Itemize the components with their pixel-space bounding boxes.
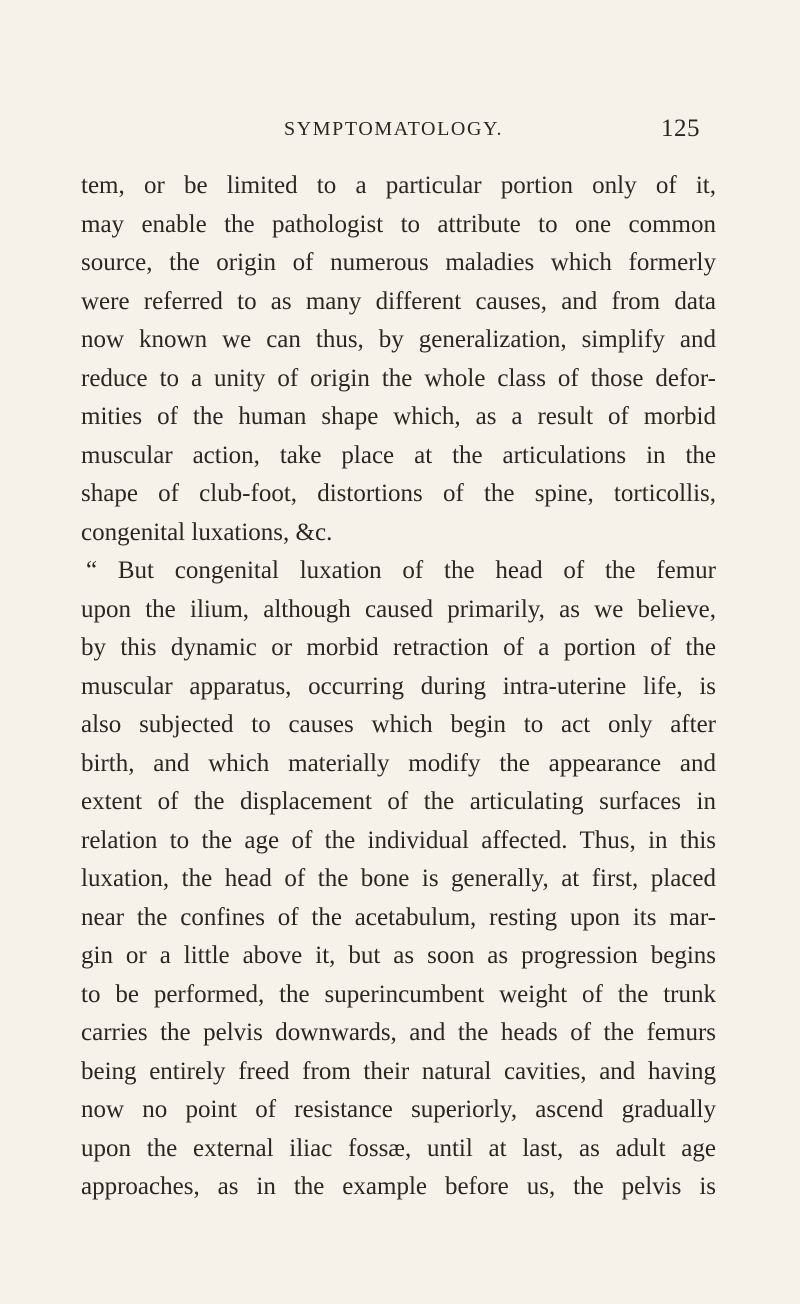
text-line: were referred to as many different causes, and from data bbox=[81, 287, 716, 315]
running-title: SYMPTOMATOLOGY. bbox=[284, 118, 504, 140]
text-line: shape of club-foot, distortions of the spine, torticollis, bbox=[81, 480, 716, 507]
text-line: approaches, as in the example before us, the pelvis is bbox=[81, 1173, 716, 1200]
text-line: being entirely freed from their natural cavities, and having bbox=[81, 1057, 716, 1085]
text-line: now no point of resistance superiorly, ascend gradually bbox=[81, 1096, 716, 1123]
text-line: source, the origin of numerous maladies which formerly bbox=[81, 249, 716, 276]
text-line: may enable the pathologist to attribute to one common bbox=[81, 210, 716, 238]
text-line: by this dynamic or morbid retraction of a portion of the bbox=[81, 634, 716, 661]
text-line: carries the pelvis downwards, and the heads of the femurs bbox=[81, 1019, 716, 1046]
text-line: “ But congenital luxation of the head of the femur bbox=[86, 557, 716, 584]
body-text bbox=[81, 167, 716, 1207]
text-line: mities of the human shape which, as a result of morbid bbox=[81, 403, 716, 430]
text-line: reduce to a unity of origin the whole class of those defor- bbox=[81, 364, 716, 392]
text-line: tem, or be limited to a particular portion only of it, bbox=[81, 172, 716, 199]
page-number: 125 bbox=[661, 115, 700, 142]
running-head bbox=[0, 115, 800, 148]
text-line: muscular action, take place at the articulations in the bbox=[81, 441, 716, 469]
text-line: muscular apparatus, occurring during intra-uterine life, is bbox=[81, 672, 716, 700]
text-line: now known we can thus, by generalization, simplify and bbox=[81, 326, 716, 353]
text-line: gin or a little above it, but as soon as progression begins bbox=[81, 942, 716, 969]
text-line: birth, and which materially modify the appearance and bbox=[81, 749, 716, 777]
text-line: also subjected to causes which begin to act only after bbox=[81, 711, 716, 738]
text-line: extent of the displacement of the articulating surfaces in bbox=[81, 788, 716, 815]
text-line: upon the ilium, although caused primarily, as we believe, bbox=[81, 595, 716, 623]
text-line: congenital luxations, &c. bbox=[81, 518, 333, 546]
text-line: luxation, the head of the bone is generally, at first, placed bbox=[81, 865, 716, 892]
text-line: upon the external iliac fossæ, until at last, as adult age bbox=[81, 1134, 716, 1162]
text-line: to be performed, the superincumbent weight of the trunk bbox=[81, 980, 716, 1008]
text-line: relation to the age of the individual affected. Thus, in this bbox=[81, 826, 716, 854]
text-line: near the confines of the acetabulum, resting upon its mar- bbox=[81, 903, 716, 931]
